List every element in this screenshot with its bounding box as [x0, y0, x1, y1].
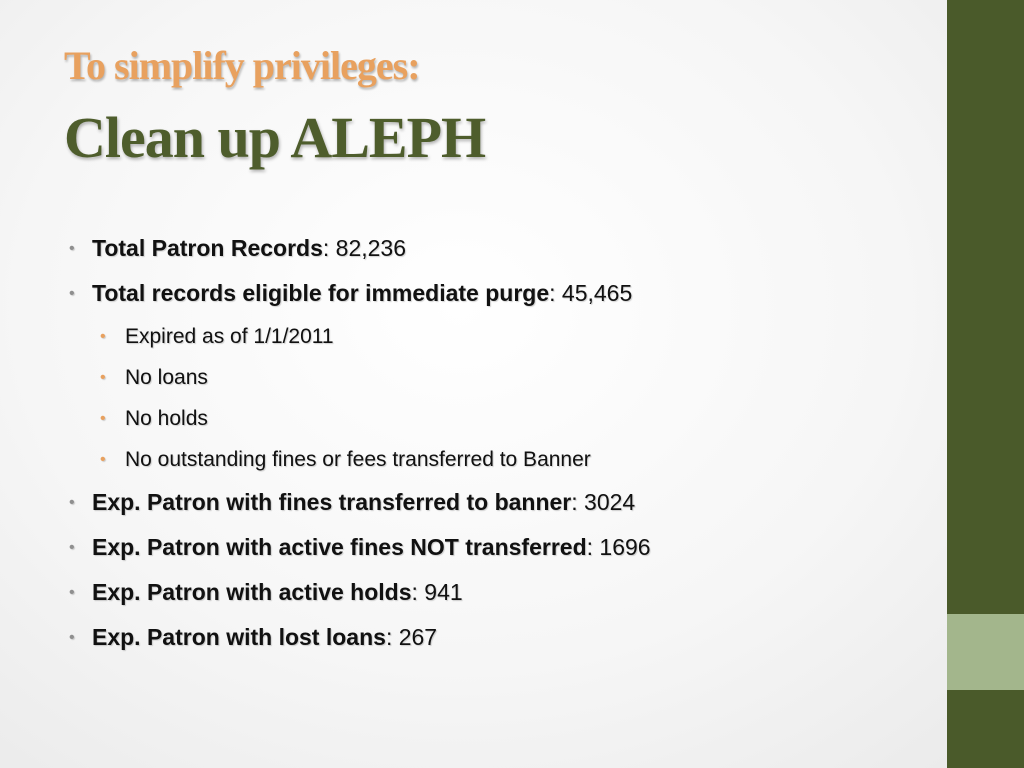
bullet-icon: • [69, 629, 75, 646]
bullet-value: 3024 [584, 489, 636, 515]
bullet-separator: : [571, 489, 585, 515]
slide-title-line2: Clean up ALEPH [64, 105, 486, 170]
bullet-label: Exp. Patron with active fines NOT transferred [92, 534, 587, 560]
sub-bullet-icon: • [100, 451, 106, 468]
bullet-value: 1696 [599, 534, 651, 560]
sub-bullet-text: No outstanding fines or fees transferred to Banner [125, 448, 591, 471]
bullet-label: Exp. Patron with fines transferred to banner [92, 489, 572, 515]
sub-bullet-icon: • [100, 410, 106, 427]
bullet-item-active-holds [68, 570, 928, 615]
sub-bullet-icon: • [100, 328, 106, 345]
bullet-separator: : [549, 280, 562, 306]
bullet-item-lost-loans [68, 615, 928, 660]
sub-bullet-expired [68, 316, 928, 357]
bullet-icon: • [69, 584, 75, 601]
sub-bullet-no-loans [68, 357, 928, 398]
bullet-value: 82,236 [335, 235, 407, 261]
bullet-label: Exp. Patron with active holds [92, 579, 412, 605]
slide-title-line1: To simplify privileges: [64, 43, 420, 88]
bullet-value: 941 [424, 579, 463, 605]
bullet-icon: • [69, 494, 75, 511]
bullet-item-fines-transferred [68, 480, 928, 525]
bullet-separator: : [322, 235, 336, 261]
bullet-label: Total Patron Records [92, 235, 323, 261]
sub-bullet-no-holds [68, 398, 928, 439]
bullet-icon: • [69, 285, 75, 302]
bullet-label: Total records eligible for immediate purge [92, 280, 550, 306]
sub-bullet-no-fines [68, 439, 928, 480]
bullet-label: Exp. Patron with lost loans [92, 624, 386, 650]
bullet-item-eligible-for-purge [68, 271, 928, 316]
sub-bullet-text: No loans [125, 366, 208, 389]
bullet-separator: : [385, 624, 399, 650]
side-accent-block [947, 614, 1024, 690]
bullet-icon: • [69, 240, 75, 257]
bullet-value: 267 [398, 624, 438, 650]
sub-bullet-text: No holds [125, 407, 208, 430]
sub-bullet-text: Expired as of 1/1/2011 [125, 325, 334, 348]
bullet-item-fines-not-transferred [68, 525, 928, 570]
bullet-icon: • [69, 539, 75, 556]
bullet-list [68, 226, 928, 660]
bullet-item-total-patron-records [68, 226, 928, 271]
bullet-separator: : [411, 579, 425, 605]
bullet-value: 45,465 [561, 280, 633, 306]
bullet-separator: : [586, 534, 600, 560]
sub-bullet-icon: • [100, 369, 106, 386]
